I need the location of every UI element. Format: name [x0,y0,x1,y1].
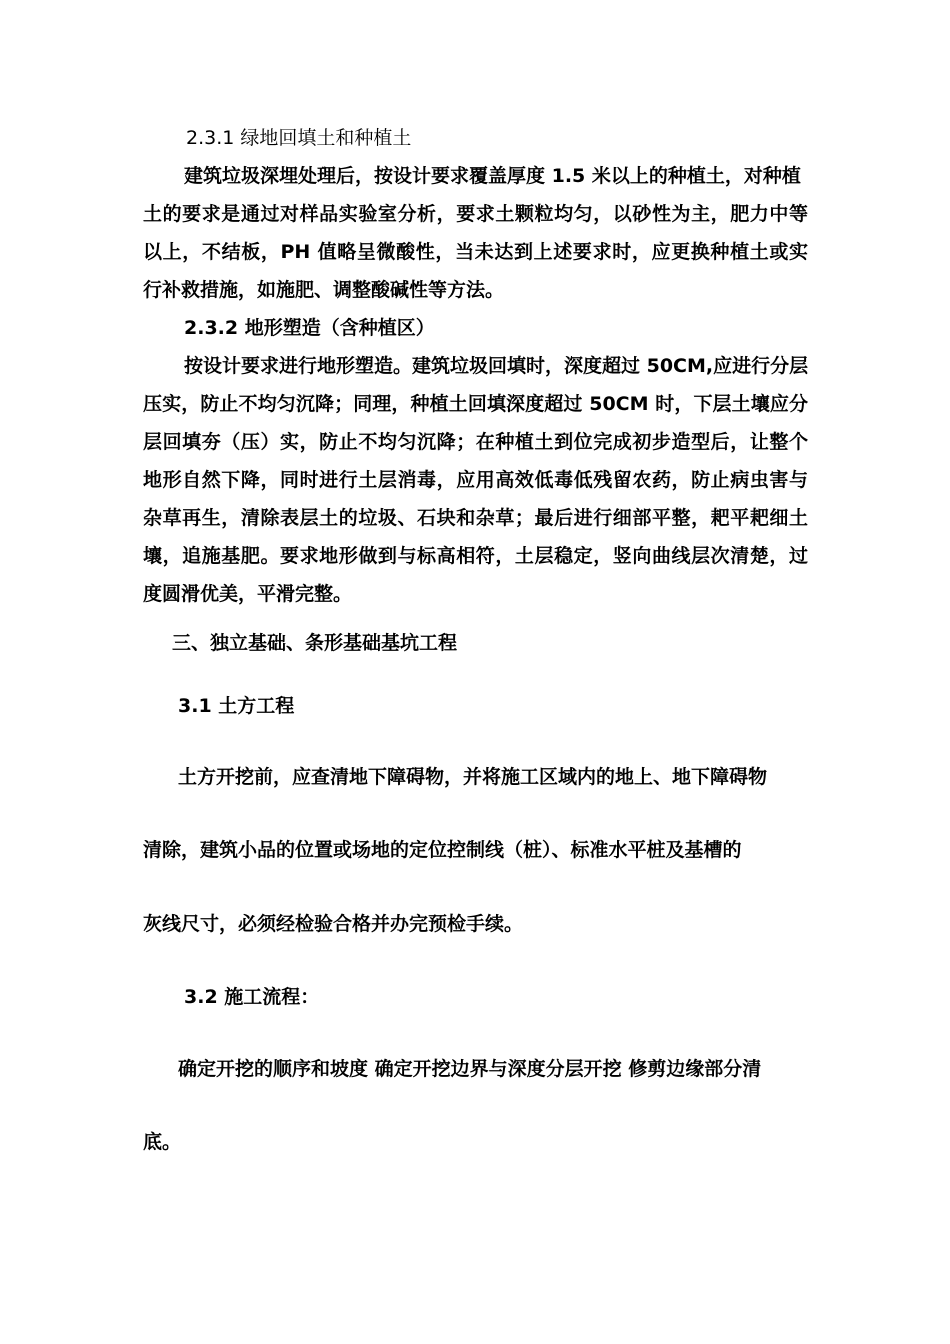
paragraph-line: 地形自然下降，同时进行土层消毒，应用高效低毒低残留农药，防止病虫害与 [143,469,808,491]
paragraph-line: 土方开挖前，应查清地下障碍物，并将施工区域内的地上、地下障碍物 [178,766,768,788]
paragraph-line: 建筑垃圾深埋处理后，按设计要求覆盖厚度 1.5 米以上的种植土，对种植 [184,165,801,187]
paragraph-line: 清除，建筑小品的位置或场地的定位控制线（桩）、标准水平桩及基槽的 [143,839,742,861]
paragraph-line: 以上，不结板，PH 值略呈微酸性，当未达到上述要求时，应更换种植土或实 [143,241,808,263]
section-heading-3-2: 3.2 施工流程： [184,986,320,1008]
paragraph-line: 行补救措施，如施肥、调整酸碱性等方法。 [143,279,505,301]
paragraph-line: 层回填夯（压）实，防止不均匀沉降；在种植土到位完成初步造型后，让整个 [143,431,808,453]
paragraph-line: 压实，防止不均匀沉降；同理，种植土回填深度超过 50CM 时，下层土壤应分 [143,393,808,415]
paragraph-line: 灰线尺寸，必须经检验合格并办完预检手续。 [143,913,524,935]
section-heading-2-3-2: 2.3.2 地形塑造（含种植区） [184,317,435,339]
paragraph-line: 按设计要求进行地形塑造。建筑垃圾回填时，深度超过 50CM,应进行分层 [184,355,809,377]
paragraph-line: 度圆滑优美，平滑完整。 [143,583,353,605]
paragraph-line: 杂草再生，清除表层土的垃圾、石块和杂草；最后进行细部平整，耙平耙细土 [143,507,808,529]
section-heading-3-1: 3.1 土方工程 [178,695,295,717]
paragraph-line: 确定开挖的顺序和坡度 确定开挖边界与深度分层开挖 修剪边缘部分清 [178,1058,762,1080]
paragraph-line: 壤，追施基肥。要求地形做到与标高相符，土层稳定，竖向曲线层次清楚，过 [143,545,808,567]
paragraph-line: 底。 [143,1131,182,1153]
paragraph-line: 土的要求是通过对样品实验室分析，要求土颗粒均匀，以砂性为主，肥力中等 [143,203,808,225]
chapter-heading-3: 三、独立基础、条形基础基坑工程 [172,632,458,654]
section-heading-2-3-1: 2.3.1 绿地回填土和种植土 [186,127,412,149]
